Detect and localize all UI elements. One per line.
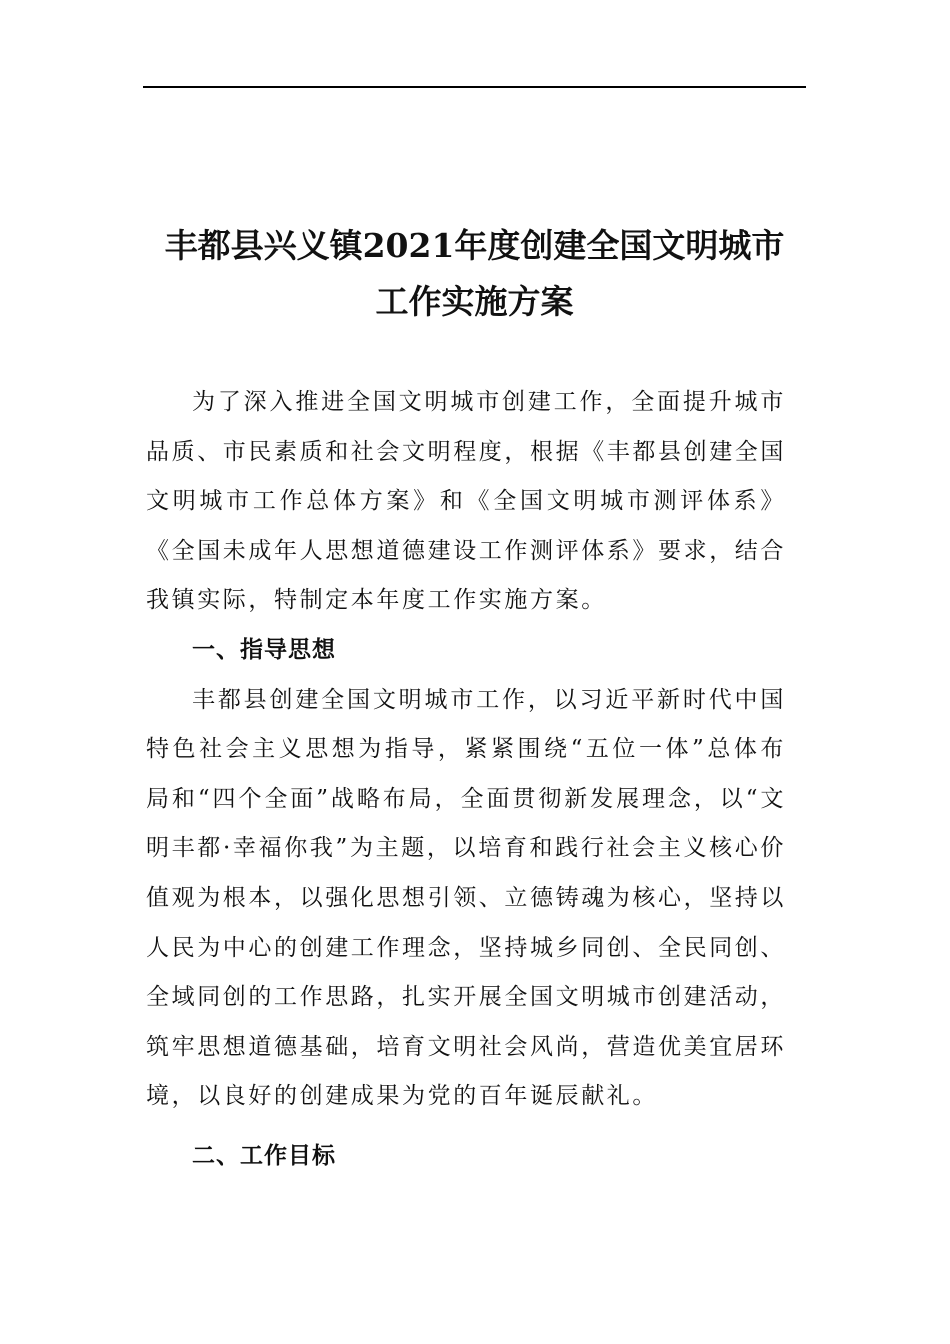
title-line-2: 工作实施方案 bbox=[375, 282, 574, 321]
header-rule bbox=[143, 86, 806, 88]
document-body bbox=[146, 378, 786, 1182]
section1-paragraph: 丰都县创建全国文明城市工作，以习近平新时代中国特色社会主义思想为指导，紧紧围绕“五位一体”总体布局和“四个全面”战略布局，全面贯彻新发展理念，以“文明丰都·幸福你我”为主题，以培育和践行社会主义核心价值观为根本，以强化思想引领、立德铸魂为核心，坚持以人民为中心的创建工作理念，坚持城乡同创、全民同创、全域同创的工作思路，扎实开展全国文明城市创建活动，筑牢思想道德基础，培育文明社会风尚，营造优美宜居环境，以良好的创建成果为党的百年诞辰献礼。 bbox=[146, 686, 786, 1110]
section-heading-work-goals: 二、工作目标 bbox=[192, 1142, 336, 1169]
intro-paragraph: 为了深入推进全国文明城市创建工作，全面提升城市品质、市民素质和社会文明程度，根据《丰都县创建全国文明城市工作总体方案》和《全国文明城市测评体系》《全国未成年人思想道德建设工作测评体系》要求，结合我镇实际，特制定本年度工作实施方案。 bbox=[146, 389, 786, 614]
section-heading-guiding-ideology: 一、指导思想 bbox=[192, 636, 336, 663]
title-line-1: 丰都县兴义镇2021年度创建全国文明城市 bbox=[164, 226, 785, 265]
document-title bbox=[143, 218, 806, 330]
